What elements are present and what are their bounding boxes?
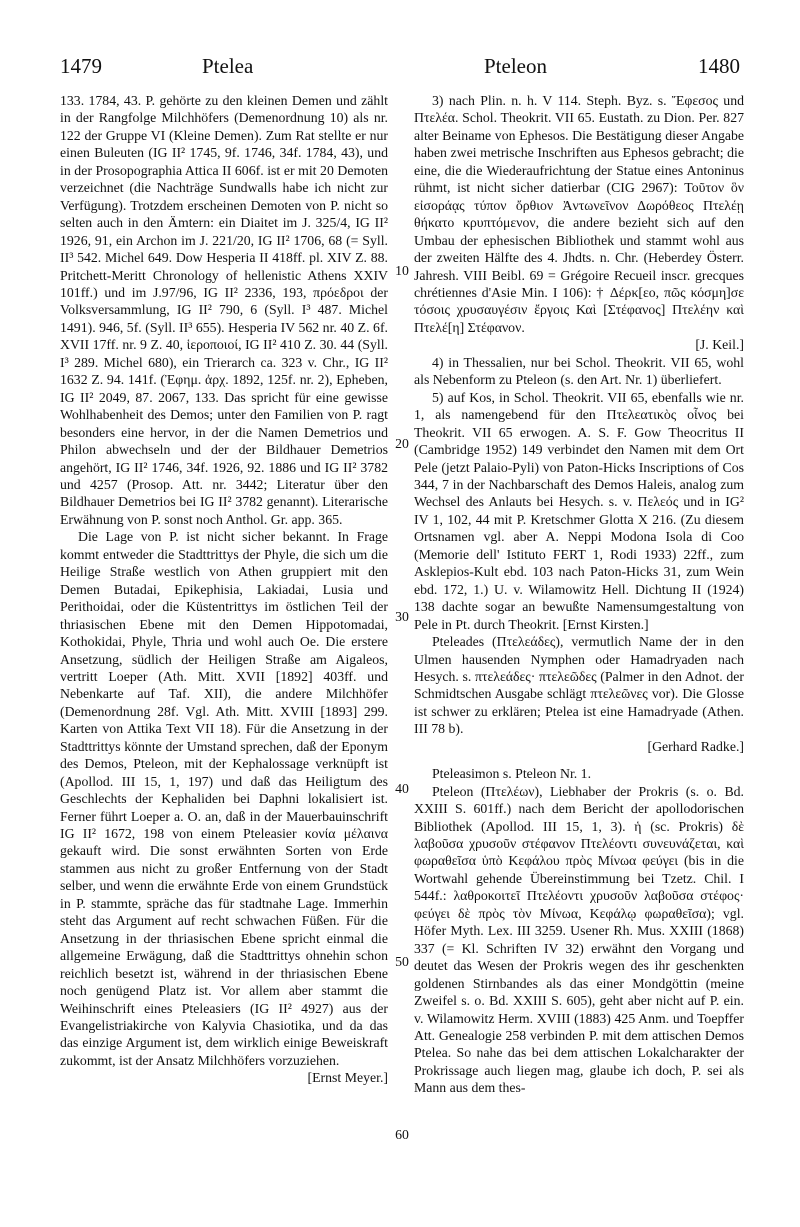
author-signature: [J. Keil.] <box>695 337 744 353</box>
line-number: 30 <box>395 609 409 624</box>
paragraph: Pteleasimon s. Pteleon Nr. 1. <box>432 766 592 782</box>
left-column <box>60 92 388 1087</box>
running-title-left: Ptelea <box>202 54 254 78</box>
line-number: 20 <box>395 436 409 451</box>
paragraph: 133. 1784, 43. P. gehörte zu den kleinen Demen und zählt in der Rangfolge Milchhöfers (Demenordnung 10) als nr. 122 der Gruppe VI (Kleine Demen). Zum Rat stellte er nur einen Buleuten (IG II² 1745, 9f. 1746, 34f. 1784, 43), und in der Prosopographia Attica II 606f. ist er mit 20 Demoten verzeichnet (die Nachträge Sundwalls habe ich nicht zur Verfügung). Trotzdem erscheinen Demoten von P. nicht so selten auch in den Ämtern: ein Diaitet im J. 325/4, IG II² 1926, 91, ein Archon im J. 221/20, IG II² 1706, 68 (= Syll. II³ 542. Michel 649. Dow Hesperia II 418ff. pl. XIV Z. 88. Pritchett-Meritt Chronology of hellenistic Athens XXIV 101ff.) und im J.97/96, IG II² 2336, 193, πρόεδροι der Volksversammlung, IG II² 790, 6 (Syll. I³ 487. Michel 1491). 946, 5f. (Syll. II³ 655). Hesperia IV 562 nr. 40 Z. 6f. XVII 17ff. nr. 9 Z. 40, ἱεροποιοί, IG II² 410 Z. 30. 44 (Syll. I³ 289. Michel 680), ein Trierarch ca. 323 v. Chr., IG II² 1632 Z. 94. 141f. (Ἐφημ. ἀρχ. 1892, 125f. nr. 2), Epheben, IG II² 2049, 87. 2067, 133. Das spricht für eine gewisse Wohlhabenheit des Demos; unter den Familien von P. ragt besonders eine hervor, in der die Namen Demetrios und Philon abwechseln und der der Bildhauer Demetrios angehört, IG II² 1746, 34f. 1926, 92. 1886 und IG II² 3782 und 4257 (Prosop. Att. nr. 3442; Literatur über den Bildhauer Demetrios bei IG II² 3782 genannt). Literarische Erwähnung von P. sonst noch Anthol. Gr. app. 365. <box>60 93 388 527</box>
paragraph: 3) nach Plin. n. h. V 114. Steph. Byz. s. Ἔφεσος und Πτελέα. Schol. Theokrit. VII 65. Eustath. zu Dion. Per. 827 alter Beiname von Ephesos. Die Bestätigung dieser Angabe haben zwei metrische Inschriften aus Ephesos gebracht; die eine, die die Wiederaufrichtung der Statue eines Antoninus rühmt, ist nicht sicher datierbar (CIG 2967): Τοῦτον ὃν εἰσοράᾳς τύπον ὄρθιον Ἀντωνεῖνον Δωρόθεος Πτελέῃ θήκατο κρυπτόμενον, die andere bezieht sich auf den Umbau der ephesischen Bibliothek und stammt wohl aus der zweiten Hälfte des 4. Jhdts. n. Chr. (Heberdey Österr. Jahresh. VIII Beibl. 69 = Grégoire Recueil inscr. grecques chrétiennes d'Asie Min. I 106): † Δέρκ[εο, πῶς κόσμη]σε τόσοις χρυσαυγέσιν ἔργοις Καὶ [Στέφανος] Πτελέην καὶ Πτελέ[η] Στέφανον. <box>414 93 744 335</box>
paragraph: 5) auf Kos, in Schol. Theokrit. VII 65, ebenfalls wie nr. 1, als namengebend für den Πτελεατικὸς οἶνος bei Theokrit. VII 65 erwogen. A. S. F. Gow Theocritus II (Cambridge 1952) 149 verbindet den Namen mit dem Ort Pele (jetzt Palaio-Pyli) von Paton-Hicks Inscriptions of Cos 344, 7 in der Nachbarschaft des Demos Haleis, analog zum Wechsel des Anlauts bei Hesych. s. v. Πελεός und in IG² IV 1, 102, 44 mit P. Kretschmer Glotta X 216. (Zu diesem Ortsnamen vgl. aber A. Neppi Modona Isola di Coo (Memorie dell' Istituto FERT 1, Rodi 1933) 22ff., zum Asklepios-Kult ebd. 103 nach Paton-Hicks 31, zum Wein ebd. 172, 1.) U. v. Wilamowitz Hell. Dichtung II (1924) 138 dachte sogar an bewußte Namensumgestaltung von Pele in Pt. durch Theokrit. [Ernst Kirsten.] <box>414 389 744 632</box>
page-number-left: 1479 <box>60 54 102 78</box>
paragraph: 4) in Thessalien, nur bei Schol. Theokrit. VII 65, wohl als Nebenform zu Pteleon (s. den Art. Nr. 1) überliefert. <box>414 354 744 388</box>
paragraph: Die Lage von P. ist nicht sicher bekannt. In Frage kommt entweder die Stadttrittys der Phyle, die sich um die Heilige Straße westlich von Athen gruppiert mit den Demen Butadai, Epikephisia, Lakiadai, Lusia und Perithoidai, oder die Küstentrittys im östlichen Teil der thriasischen Ebene mit den Demen Hippotomadai, Kothokidai, Phyle, Thria und wohl auch Oe. Die erstere Ansetzung, südlich der Heiligen Straße am Aigaleos, vertritt Loeper (Ath. Mitt. XVII [1892] 403ff. und Nebenkarte auf Taf. XII), die andere Milchhöfer (Demenordnung 28f. Vgl. Ath. Mitt. XVIII [1893] 299. Karten von Attika Text VII 18). Für die Ansetzung in der Stadttrittys könnte der Umstand sprechen, daß der Eponym des Demos, Pteleon, mit der Kephalossage verknüpft ist (Apollod. III 15, 1, 197) und daß das Heiligtum des Geschlechts der Kephaliden bei Daphni lokalisiert ist. Ferner führt Loeper a. O. an, daß in der Mauerbauinschrift IG II² 1672, 198 von einem Pteleasier κονία μέλαινα gekauft wird. Die sonst erwähnten Sorten von Erde stammen aus nicht zu großer Entfernung von der Stadt selber, und wenn die erwähnte Erde von einem Grundstück in P. stammte, spräche das für stadtnahe Lage. Immerhin steht das Argument auf recht schwachen Füßen. Für die Ansetzung in der thriasischen Ebene spricht einmal die allgemeine Erwägung, daß die Stadttrittys ohnehin schon reichlich besetzt ist, während in der thriasischen Ebene noch genügend Platz ist. Vor allem aber stammt die Weihinschrift eines Pteleasiers (IG II² 4927) aus der Evangelistriakirche von Kalyvia Chasiotika, und da das das einzige Argument ist, dem wirklich einige Beweiskraft zukommt, ist der Ansatz Milchhöfers vorzuziehen. <box>60 529 388 1068</box>
page-number-right: 1480 <box>698 54 740 78</box>
paragraph: Pteleon (Πτελέων), Liebhaber der Prokris (s. o. Bd. XXIII S. 601ff.) nach dem Bericht der apollodorischen Bibliothek (Apollod. III 15, 1, 3). ἡ (sc. Prokris) δὲ λαβοῦσα χρυσοῦν στέφανον Πτελέοντι συνευνάζεται, καὶ φωραθεῖσα ὑπὸ Κεφάλου πρὸς Μίνωα φεύγει (bis in die Wortwahl gehende Übereinstimmung bei Tzetz. Chil. I 544f.: λαθροκοιτεῖ Πτελέοντι χρυσοῦν λαβοῦσα στέφος· φεύγει δὲ πρὸς τὸν Μίνωα, Κεφάλῳ φωραθεῖσα); vgl. Höfer Myth. Lex. III 3259. Usener Rh. Mus. XXIII (1868) 337 (= Kl. Schriften IV 32) erwähnt den Vorgang und deutet das Wesen der Prokris wegen des ihr geschenkten goldenen Stirnbandes als das einer Mondgöttin (meine Zweifel s. o. Bd. XXIII S. 605), geht aber nicht auf P. ein. v. Wilamowitz Herm. XVIII (1883) 425 Anm. und Toepffer Att. Genealogie 258 verbinden P. mit dem attischen Demos Ptelea. So nahe das bei dem attischen Lokalcharakter der Prokrissage auch liegen mag, glaube ich doch, P. sei als Mann aus dem thes- <box>414 783 744 1096</box>
page-header <box>60 54 740 84</box>
line-number: 10 <box>395 263 409 278</box>
line-number: 40 <box>395 781 409 796</box>
running-title-right: Pteleon <box>484 54 547 78</box>
author-signature: [Ernst Meyer.] <box>307 1070 388 1086</box>
paragraph: Pteleades (Πτελεάδες), vermutlich Name der in den Ulmen hausenden Nymphen oder Hamadryaden nach Hesych. s. πτελεάδες· πτελεῶδες (Palmer in den Adnot. der Schmidtschen Ausgabe schlägt πτελεῶνες vor). Die Glosse ist schwer zu erklären; Ptelea ist eine Hamadryade (Athen. III 78 b). <box>414 634 744 737</box>
right-column <box>414 92 744 1097</box>
author-signature: [Gerhard Radke.] <box>647 738 744 754</box>
line-number: 50 <box>395 954 409 969</box>
line-number: 60 <box>395 1127 409 1142</box>
